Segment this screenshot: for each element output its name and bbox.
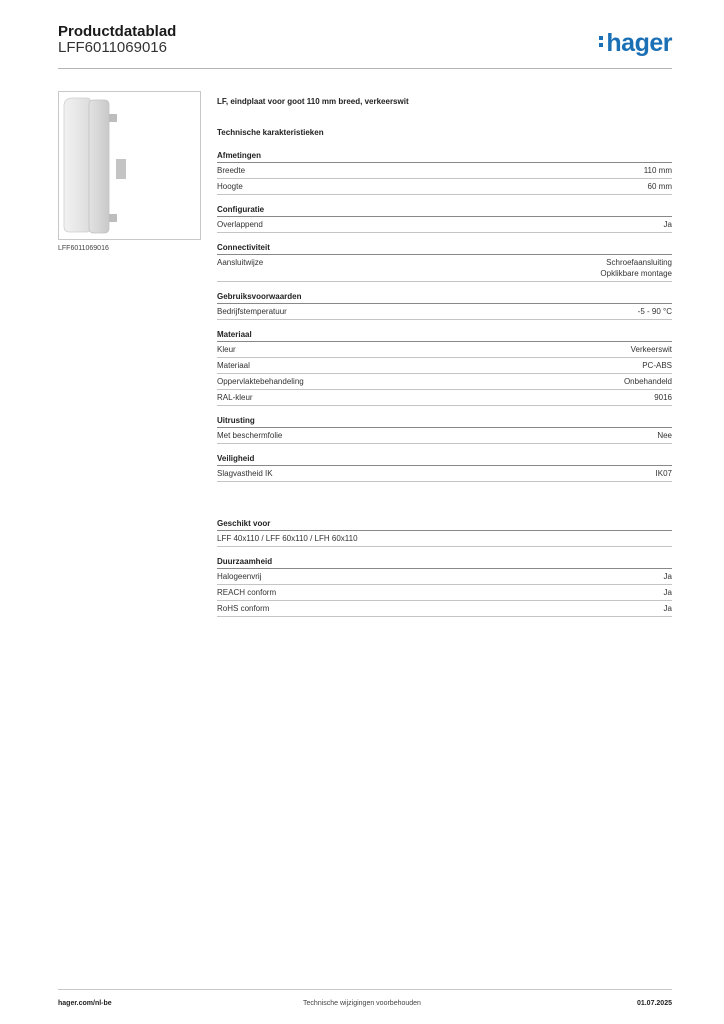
section-title: Configuratie [217,205,672,217]
row-value-line: 60 mm [647,182,672,191]
table-row [217,374,672,390]
spec-section [217,243,672,282]
spec-section [217,205,672,233]
row-label: Aansluitwijze [217,258,264,267]
row-label: Overlappend [217,220,263,229]
row-value [642,360,672,371]
hager-logo [599,29,672,58]
image-caption: LFF6011069016 [58,245,109,252]
spec-section [217,292,672,320]
table-row [217,217,672,233]
suitable-section [217,519,672,547]
table-row [217,466,672,482]
footer-divider [58,989,672,990]
footer-date: 01.07.2025 [636,1000,672,1007]
section-title: Geschikt voor [217,519,672,531]
header-divider [58,68,672,69]
table-row [217,255,672,282]
table-row [217,531,672,547]
row-value-line: Ja [663,572,672,581]
section-title: Connectiviteit [217,243,672,255]
table-row [217,428,672,444]
row-value-line: PC-ABS [642,361,672,370]
page-title: Productdatablad [58,23,177,40]
section-title: Materiaal [217,330,672,342]
row-value-line: Opklikbare montage [600,269,672,278]
footer-note: Technische wijzigingen voorbehouden [303,1000,421,1007]
row-label: REACH conform [217,588,277,597]
sustainability-section [217,557,672,617]
row-label: Bedrijfstemperatuur [217,307,287,316]
row-value-line: 9016 [654,393,672,402]
row-value-line: IK07 [655,469,672,478]
row-value [664,571,672,582]
row-value-line: Ja [663,588,672,597]
row-label: Halogeenvrij [217,572,262,581]
row-value-line: Ja [663,220,672,229]
row-label: Oppervlaktebehandeling [217,377,304,386]
table-row [217,569,672,585]
row-value [600,257,672,279]
footer-url[interactable]: hager.com/nl-be [58,1000,112,1007]
table-row [217,585,672,601]
table-row [217,163,672,179]
table-row [217,390,672,406]
row-value [631,344,672,355]
row-value-line: Onbehandeld [623,377,672,386]
row-label: RAL-kleur [217,393,253,402]
logo-dots-icon [599,33,604,50]
row-label: LFF 40x110 / LFF 60x110 / LFH 60x110 [217,534,358,543]
row-label: Materiaal [217,361,250,370]
section-title: Gebruiksvoorwaarden [217,292,672,304]
row-value [664,219,672,230]
row-value-line: Schroefaansluiting [606,258,672,267]
row-label: Hoogte [217,182,243,191]
row-value-line: Verkeerswit [630,345,672,354]
spec-section [217,416,672,444]
row-value [664,587,672,598]
row-value [656,468,672,479]
table-row [217,358,672,374]
row-value [657,430,672,441]
logo-text: hager [606,29,672,57]
spec-content [217,97,672,627]
row-value [644,165,672,176]
spec-sections [217,151,672,482]
product-image [58,91,201,240]
row-value [638,306,672,317]
section-title: Duurzaamheid [217,557,672,569]
table-row [217,304,672,320]
spec-section [217,151,672,195]
row-label: Slagvastheid IK [217,469,273,478]
spec-section [217,330,672,406]
row-value [664,603,672,614]
row-value [654,392,672,403]
row-value [624,376,672,387]
row-value-line: Nee [657,431,672,440]
end-plate-illustration-icon [59,92,200,239]
row-label: Met beschermfolie [217,431,283,440]
table-row [217,601,672,617]
row-label: Kleur [217,345,236,354]
spec-section [217,454,672,482]
row-value-line: 110 mm [643,166,672,175]
table-row [217,342,672,358]
table-row [217,179,672,195]
row-label: Breedte [217,166,246,175]
tech-heading: Technische karakteristieken [217,128,324,137]
row-value [648,181,672,192]
row-value-line: -5 - 90 °C [637,307,672,316]
product-code: LFF6011069016 [58,39,167,56]
product-title: LF, eindplaat voor goot 110 mm breed, verkeerswit [217,97,409,106]
row-value-line: Ja [663,604,672,613]
section-title: Veiligheid [217,454,672,466]
row-label: RoHS conform [217,604,270,613]
section-title: Uitrusting [217,416,672,428]
section-title: Afmetingen [217,151,672,163]
